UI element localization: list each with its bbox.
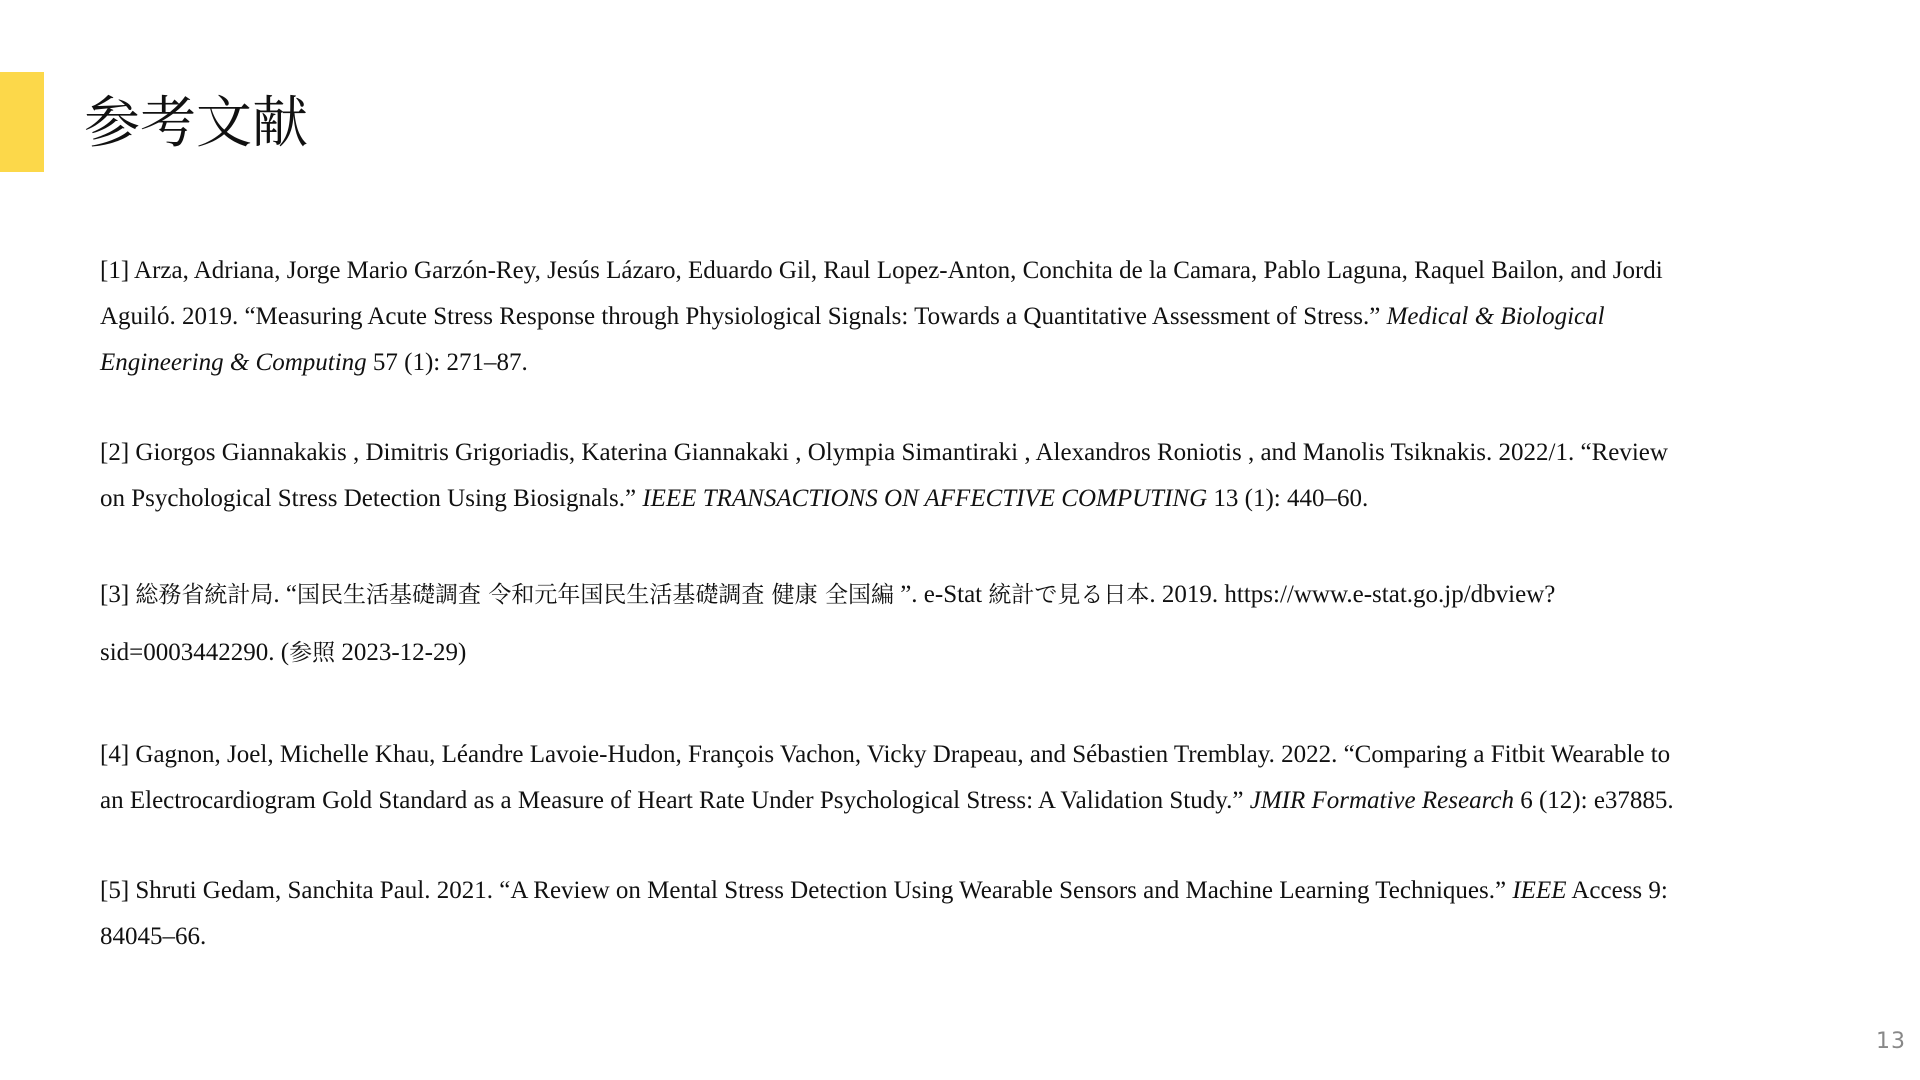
reference-text: . “ (273, 581, 298, 608)
journal-name: IEEE TRANSACTIONS ON AFFECTIVE COMPUTING (642, 485, 1208, 512)
page-number: 13 (1876, 1029, 1906, 1054)
reference-item-1 (100, 248, 1830, 386)
reference-text: [2] Giorgos Giannakakis , Dimitris Grigoriadis, Katerina Giannakaki , Olympia Simantiraki , Alexandros Roniotis , and Manolis Tsiknakis. 2022/1. “Review (100, 439, 1668, 466)
reference-text: 84045–66. (100, 923, 207, 950)
title-accent-bar (0, 72, 44, 172)
reference-text: Access 9: (1566, 877, 1668, 904)
reference-line (100, 430, 1830, 476)
reference-line (100, 476, 1830, 522)
reference-text: [1] Arza, Adriana, Jorge Mario Garzón-Rey, Jesús Lázaro, Eduardo Gil, Raul Lopez-Anton, Conchita de la Camara, Pablo Laguna, Raquel Bailon, and Jordi (100, 257, 1663, 284)
reference-text: 13 (1): 440–60. (1207, 485, 1369, 512)
slide-title: 参考文献 (84, 91, 308, 156)
reference-item-4 (100, 732, 1830, 824)
reference-line (100, 868, 1830, 914)
journal-name: IEEE (1512, 877, 1567, 904)
reference-line (100, 732, 1830, 778)
reference-text: [3] (100, 581, 136, 608)
reference-text: 6 (12): e37885. (1513, 787, 1674, 814)
journal-name: JMIR Formative Research (1249, 787, 1514, 814)
reference-text: an Electrocardiogram Gold Standard as a Measure of Heart Rate Under Psychological Stress: A Validation Study.” (100, 787, 1250, 814)
reference-text-jp: 参照 (289, 640, 336, 666)
journal-name: Medical & Biological (1386, 303, 1605, 330)
reference-url: sid=0003442290. ( (100, 639, 290, 666)
reference-line (100, 340, 1830, 386)
reference-line (100, 624, 1830, 682)
reference-text-jp: 国民生活基礎調査 令和元年国民生活基礎調査 健康 全国編 (297, 582, 894, 608)
reference-item-3 (100, 566, 1830, 682)
reference-url: . 2019. https://www.e-stat.go.jp/dbview? (1149, 581, 1556, 608)
reference-text: ”. e-Stat (893, 581, 989, 608)
reference-item-5 (100, 868, 1830, 960)
journal-name: Engineering & Computing (100, 349, 367, 376)
reference-line (100, 914, 1830, 960)
reference-text: on Psychological Stress Detection Using Biosignals.” (100, 485, 643, 512)
reference-text: [5] Shruti Gedam, Sanchita Paul. 2021. “A Review on Mental Stress Detection Using Wearable Sensors and Machine Learning Techniques.” (100, 877, 1513, 904)
reference-text: [4] Gagnon, Joel, Michelle Khau, Léandre Lavoie-Hudon, François Vachon, Vicky Drapeau, and Sébastien Tremblay. 2022. “Comparing a Fitbit Wearable to (100, 741, 1671, 768)
reference-text: Aguiló. 2019. “Measuring Acute Stress Response through Physiological Signals: Towards a Quantitative Assessment of Stress.” (100, 303, 1387, 330)
reference-text-jp: 統計で見る日本 (988, 582, 1150, 608)
reference-line (100, 778, 1830, 824)
reference-text: 57 (1): 271–87. (366, 349, 528, 376)
reference-line (100, 566, 1830, 624)
reference-line (100, 248, 1830, 294)
reference-list (100, 248, 1830, 960)
reference-line (100, 294, 1830, 340)
reference-item-2 (100, 430, 1830, 522)
reference-text: 2023-12-29) (335, 639, 467, 666)
reference-text-jp: 総務省統計局 (135, 582, 274, 608)
